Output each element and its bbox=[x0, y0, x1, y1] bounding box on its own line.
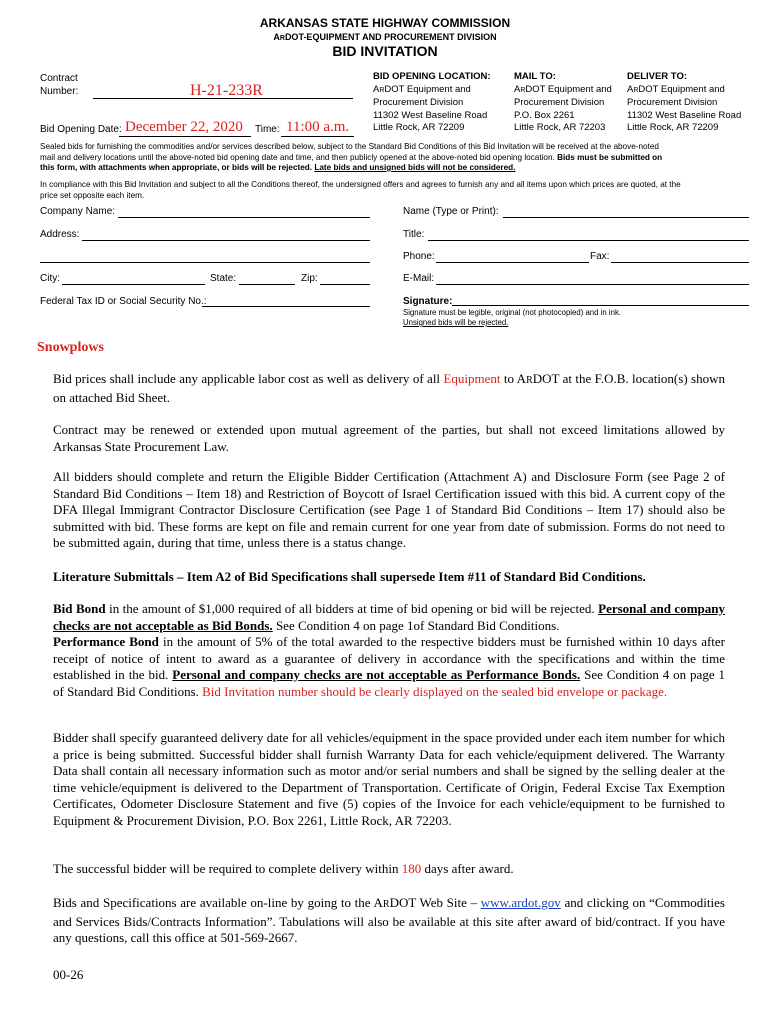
name-print-label: Name (Type or Print): bbox=[403, 206, 499, 217]
p1-equipment: Equipment bbox=[443, 371, 501, 386]
bid-opening-location bbox=[373, 71, 491, 135]
bid-bond-text: in the amount of $1,000 required of all bidders at time of bid opening or bid will be rejected. bbox=[105, 601, 599, 616]
paragraph-certification: All bidders should complete and return the Eligible Bidder Certification (Attachment A) and Disclosure Form (see Page 2 of Standard Bid Conditions – Item 18) and Restriction of Boycott of Israel Certification issued with this bid. A current copy of the DFA Illegal Immigrant Contractor Disclosure Certification (see Page 1 of Standard Bid Conditions – Item 17) should also be submitted with bid. These forms are kept on file and remain current for one year from date of submission. Forms do not need to be submitted again, during that time, unless there is a status change. bbox=[53, 469, 725, 550]
phone-label: Phone: bbox=[403, 251, 435, 262]
address-field[interactable] bbox=[82, 240, 370, 241]
location-line1-text: DOT Equipment and bbox=[384, 83, 471, 95]
bid-date-label: Bid Opening Date: bbox=[40, 124, 122, 135]
p1-small: R bbox=[526, 375, 533, 386]
signature-note: Signature must be legible, original (not photocopied) and in ink. bbox=[403, 308, 622, 317]
location-line4: Little Rock, AR 72209 bbox=[373, 122, 465, 133]
fax-field[interactable] bbox=[611, 262, 749, 263]
state-label: State: bbox=[210, 273, 237, 284]
paragraph-contract: Contract may be renewed or extended upon mutual agreement of the parties, but shall not exceed limitations allowed by Arkansas State Procurement Law. bbox=[53, 422, 725, 454]
ar-small: R bbox=[520, 86, 526, 94]
sealed-line-3a: this form, with attachments when appropriate, or bids will be rejected. bbox=[40, 163, 315, 172]
performance-bond-text: in the amount of 5% of the total awarded to the respective bidders must be furnished within 10 days after receipt of notice of intent to award as a guarantee of delivery in accordance with the specifications and within the time established in the bid. bbox=[53, 634, 726, 682]
ar-prefix: A bbox=[627, 83, 634, 95]
sealed-line-2 bbox=[40, 153, 730, 164]
ar-prefix: A bbox=[373, 83, 380, 95]
division-prefix: A bbox=[273, 32, 280, 42]
paragraph-bonds bbox=[53, 601, 725, 700]
footer-code: 00-26 bbox=[53, 967, 84, 982]
address-line-2-field[interactable] bbox=[40, 262, 370, 263]
tax-id-label: Federal Tax ID or Social Security No.: bbox=[40, 296, 207, 307]
performance-bond-checks: Personal and company checks are not acceptable as Performance Bonds. bbox=[172, 667, 581, 682]
mail-line3: P.O. Box 2261 bbox=[514, 109, 575, 121]
mail-line1 bbox=[514, 84, 612, 98]
paragraph-delivery: Bidder shall specify guaranteed delivery date for all vehicles/equipment in the space provided under each item number for which a price is being submitted. Successful bidder shall furnish Warranty Data for each vehicle/equipment delivered. The Warranty Data shall contain all necessary information such as motor and/or serial numbers and shall be signed by the selling dealer at the time vehicle/equipment is delivered to the Department of Transportation. Certificate of Origin, Federal Excise Tax Exemption Certificates, Odometer Disclosure Statement and five (5) copies of the Invoice for each vehicle/equipment to be furnished to Equipment & Procurement Division, P.O. Box 2261, Little Rock, AR 72203. bbox=[53, 730, 725, 828]
company-name-label: Company Name: bbox=[40, 206, 116, 217]
compliance-line-2: price set opposite each item. bbox=[40, 190, 145, 200]
ar-small: R bbox=[379, 86, 385, 94]
city-field[interactable] bbox=[62, 284, 205, 285]
location-line3: 11302 West Baseline Road bbox=[373, 109, 488, 121]
mail-to bbox=[514, 71, 612, 135]
bid-bond-label: Bid Bond bbox=[53, 601, 106, 616]
mail-title: MAIL TO: bbox=[514, 71, 556, 82]
delivery-days: 180 bbox=[401, 861, 422, 876]
p1-text-c: DOT at the F.O.B. location(s) shown on attached Bid Sheet. bbox=[53, 371, 725, 405]
location-line1 bbox=[373, 84, 491, 98]
bid-time-value[interactable]: 11:00 a.m. bbox=[286, 119, 350, 135]
paragraph-days bbox=[53, 861, 725, 878]
division-rest: DOT-EQUIPMENT AND PROCUREMENT DIVISION bbox=[284, 32, 497, 42]
deliver-to bbox=[627, 71, 741, 135]
title-field[interactable] bbox=[428, 240, 749, 241]
signature-field[interactable] bbox=[452, 305, 749, 306]
fax-label: Fax: bbox=[590, 251, 610, 262]
ar-small: R bbox=[633, 86, 639, 94]
bid-date-line bbox=[119, 136, 251, 137]
zip-label: Zip: bbox=[301, 273, 318, 284]
deliver-line1-text: DOT Equipment and bbox=[638, 83, 725, 95]
unsigned-note: Unsigned bids will be rejected. bbox=[403, 318, 509, 327]
compliance-line-1: In compliance with this Bid Invitation and subject to all the Conditions thereof, the undersigned offers and agrees to furnish any and all items upon which prices are quoted, at the bbox=[40, 180, 681, 189]
deliver-line4: Little Rock, AR 72209 bbox=[627, 122, 719, 133]
contract-label-1: Contract bbox=[40, 73, 78, 84]
bid-invitation-number-note: Bid Invitation number should be clearly displayed on the sealed bid envelope or package. bbox=[202, 683, 668, 699]
email-label: E-Mail: bbox=[403, 273, 435, 284]
bid-bond-tail: See Condition 4 on page 1of Standard Bid Conditions. bbox=[272, 617, 560, 633]
zip-field[interactable] bbox=[320, 284, 370, 285]
performance-bond-tail: See Condition 4 on page 1 of Standard Bid Conditions. bbox=[53, 667, 725, 699]
performance-bond-label: Performance Bond bbox=[53, 634, 159, 649]
division-title bbox=[0, 32, 770, 42]
ar-prefix: A bbox=[514, 83, 521, 95]
literature-submittals: Literature Submittals – Item A2 of Bid Specifications shall supersede Item #11 of Standard Bid Conditions. bbox=[53, 569, 646, 584]
web-small: R bbox=[382, 899, 390, 910]
division-small: R bbox=[279, 35, 285, 42]
location-title: BID OPENING LOCATION: bbox=[373, 71, 491, 82]
commodity-heading: Snowplows bbox=[37, 340, 104, 355]
days-text-b: days after award. bbox=[421, 861, 514, 876]
bid-time-line bbox=[281, 136, 354, 137]
contract-label-2: Number: bbox=[40, 86, 79, 97]
web-text-b: DOT Web Site – bbox=[389, 895, 481, 910]
agency-title: ARKANSAS STATE HIGHWAY COMMISSION bbox=[259, 16, 511, 30]
mail-line4: Little Rock, AR 72203 bbox=[514, 122, 606, 133]
sealed-line-1: Sealed bids for furnishing the commodities and/or services described below, subject to the Standard Bid Conditions of this Bid Invitation will be received at the above-noted bbox=[40, 142, 659, 151]
email-field[interactable] bbox=[436, 284, 749, 285]
company-name-field[interactable] bbox=[118, 217, 370, 218]
title-label: Title: bbox=[403, 229, 425, 240]
p1-text-a: Bid prices shall include any applicable labor cost as well as delivery of all bbox=[53, 371, 444, 386]
paragraph-website bbox=[53, 895, 725, 947]
ardot-website-link[interactable]: www.ardot.gov bbox=[480, 895, 561, 910]
location-line2: Procurement Division bbox=[373, 97, 464, 108]
city-label: City: bbox=[40, 273, 60, 284]
bid-bond-checks: Personal and company checks are not acceptable as Bid Bonds. bbox=[53, 601, 725, 633]
compliance-notice bbox=[40, 180, 681, 201]
doc-title: BID INVITATION bbox=[332, 43, 438, 59]
sealed-line-3b: Late bids and unsigned bids will not be considered. bbox=[314, 163, 516, 172]
days-text-a: The successful bidder will be required to complete delivery within bbox=[53, 861, 402, 876]
mail-line1-text: DOT Equipment and bbox=[525, 83, 612, 95]
sealed-line-3 bbox=[40, 163, 730, 174]
deliver-line3: 11302 West Baseline Road bbox=[627, 109, 742, 121]
deliver-title: DELIVER TO: bbox=[627, 71, 687, 82]
paragraph-pricing bbox=[53, 371, 725, 406]
deliver-line2: Procurement Division bbox=[627, 97, 718, 108]
sealed-line-2a: mail and delivery locations until the above-noted bid opening date and time, and then publicly opened at the above-noted bid opening location. bbox=[40, 152, 558, 162]
tax-id-field[interactable] bbox=[202, 306, 370, 307]
state-field[interactable] bbox=[239, 284, 295, 285]
bid-time-label: Time: bbox=[255, 124, 280, 135]
web-text-c: and clicking on “Commodities and Services Bids/Contracts Information”. Tabulations will also be available at this site after award of bid/contract. If you have any questions, call this office at 501-569-2667. bbox=[53, 895, 725, 945]
web-text-a: Bids and Specifications are available on-line by going to the A bbox=[53, 895, 383, 910]
mail-line2: Procurement Division bbox=[514, 97, 605, 108]
address-label: Address: bbox=[40, 229, 80, 240]
phone-field[interactable] bbox=[436, 262, 589, 263]
signature-label: Signature: bbox=[403, 296, 453, 307]
sealed-line-2b: Bids must be submitted on bbox=[557, 152, 663, 162]
name-print-field[interactable] bbox=[503, 217, 749, 218]
sealed-bids-notice bbox=[40, 142, 730, 174]
bid-date-value[interactable]: December 22, 2020 bbox=[125, 119, 243, 135]
contract-number[interactable]: H-21-233R bbox=[190, 82, 263, 99]
deliver-line1 bbox=[627, 84, 741, 98]
p1-text-b: to A bbox=[500, 371, 527, 386]
